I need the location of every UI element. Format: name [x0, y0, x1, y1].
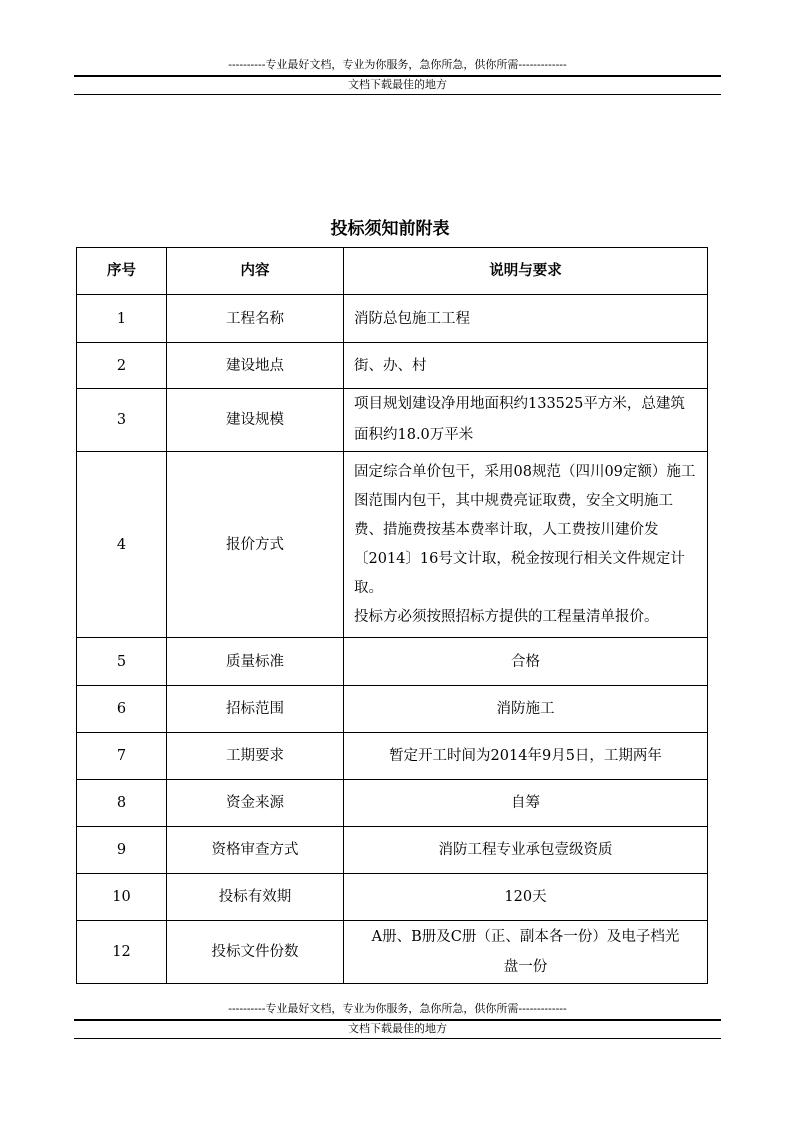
header-tagline: ----------专业最好文档，专业为你服务，急你所急，供你所需------------- — [228, 58, 567, 71]
table-row — [77, 638, 708, 686]
row-item: 工程名称 — [167, 295, 344, 343]
row-no: 5 — [77, 638, 167, 686]
row-desc-note: 投标方必须按照招标方提供的工程量清单报价。 — [354, 608, 659, 625]
row-no: 7 — [77, 733, 167, 780]
row-no: 1 — [77, 295, 167, 343]
row-item: 工期要求 — [167, 733, 344, 780]
table-header-row — [77, 248, 708, 295]
row-desc: 暂定开工时间为2014年9月5日，工期两年 — [344, 733, 708, 780]
table-row — [77, 921, 708, 984]
header-subtitle: 文档下载最佳的地方 — [348, 78, 447, 91]
row-item: 招标范围 — [167, 686, 344, 733]
page-footer — [74, 1002, 721, 1039]
row-item: 质量标准 — [167, 638, 344, 686]
footer-subtitle: 文档下载最佳的地方 — [348, 1022, 447, 1035]
row-no: 6 — [77, 686, 167, 733]
table-row — [77, 343, 708, 389]
footer-rule-bottom — [74, 1038, 721, 1039]
row-desc: 合格 — [344, 638, 708, 686]
row-no: 4 — [77, 452, 167, 638]
row-desc: 自筹 — [344, 780, 708, 827]
row-desc-multi — [344, 452, 708, 638]
row-desc: 消防总包施工工程 — [344, 295, 708, 343]
header-rule-bottom — [74, 94, 721, 95]
row-no: 2 — [77, 343, 167, 389]
row-item: 资格审查方式 — [167, 827, 344, 874]
row-no: 8 — [77, 780, 167, 827]
table-row — [77, 389, 708, 452]
row-desc: 街、办、村 — [344, 343, 708, 389]
table-row — [77, 733, 708, 780]
table-row — [77, 295, 708, 343]
page-header — [74, 58, 721, 95]
footer-rule-top — [74, 1019, 721, 1021]
row-desc: 项目规划建设净用地面积约133525平方米，总建筑面积约18.0万平米 — [344, 389, 708, 452]
header-no: 序号 — [77, 248, 167, 295]
row-desc: A册、B册及C册（正、副本各一份）及电子档光盘一份 — [344, 921, 708, 984]
row-item: 投标有效期 — [167, 874, 344, 921]
table-row — [77, 452, 708, 638]
row-item: 报价方式 — [167, 452, 344, 638]
row-desc: 固定综合单价包干，采用08规范（四川09定额）施工图范围内包干，其中规费亮证取费，安全文明施工费、措施费按基本费率计取，人工费按川建价发〔2014〕16号文计取，税金按现行相关文件规定计取。 — [354, 463, 696, 596]
row-item: 建设地点 — [167, 343, 344, 389]
footer-tagline: ----------专业最好文档，专业为你服务，急你所急，供你所需------------- — [228, 1002, 567, 1015]
header-item: 内容 — [167, 248, 344, 295]
header-rule-top — [74, 75, 721, 77]
row-no: 9 — [77, 827, 167, 874]
row-no: 12 — [77, 921, 167, 984]
row-item: 建设规模 — [167, 389, 344, 452]
bid-notice-table — [76, 247, 708, 984]
table-row — [77, 780, 708, 827]
table-row — [77, 874, 708, 921]
row-desc: 消防施工 — [344, 686, 708, 733]
row-no: 3 — [77, 389, 167, 452]
table-row — [77, 686, 708, 733]
row-desc: 120天 — [344, 874, 708, 921]
page-title: 投标须知前附表 — [330, 219, 450, 239]
table-row — [77, 827, 708, 874]
row-no: 10 — [77, 874, 167, 921]
row-item: 投标文件份数 — [167, 921, 344, 984]
row-item: 资金来源 — [167, 780, 344, 827]
row-desc: 消防工程专业承包壹级资质 — [344, 827, 708, 874]
header-desc: 说明与要求 — [344, 248, 708, 295]
